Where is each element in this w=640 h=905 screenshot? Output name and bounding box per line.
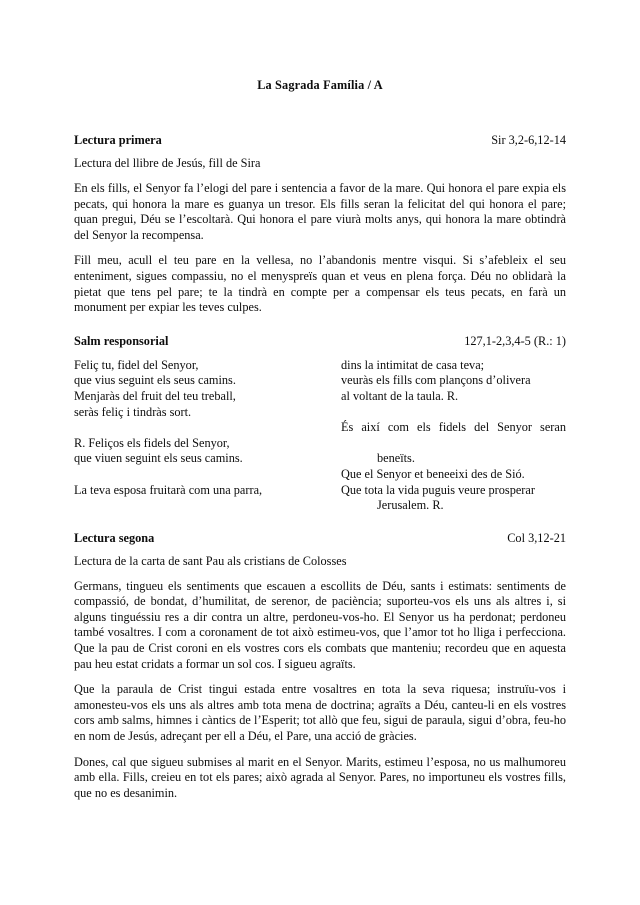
psalm-stanza [74, 436, 341, 467]
psalm-verse-line: beneïts. [377, 451, 415, 466]
first-reading-label: Lectura primera [74, 133, 162, 147]
psalm-verse-line: dins la intimitat de casa teva; [341, 357, 485, 372]
second-reading-paragraph: Germans, tingueu els sentiments que escauen a escollits de Déu, sants i estimats: sentiments de compassió, de bondat, d’humilitat, de serenor, de paciència; suporteu-vos els uns als altres i, si alguns tinguéssiu res a dir contra un altre, perdoneu-vos-ho. El Senyor us ha perdonat; perdoneu també vosaltres. I com a coronament de tot això estimeu-vos, que l’amor tot ho lliga i perfecciona. Que la pau de Crist coroni en els vostres cors els combats que manteniu; recordeu que en aquesta pau heu estat cridats a formar un sol cos. I sigueu agraïts. [74, 578, 566, 671]
psalm-verse-line: que vius seguint els seus camins. [74, 373, 236, 388]
second-reading-section [74, 514, 566, 802]
psalm-right-column [341, 358, 566, 514]
psalm-stanza [341, 420, 566, 514]
psalm-section [74, 316, 566, 514]
psalm-left-column [74, 358, 341, 514]
first-reading-paragraph: Fill meu, acull el teu pare en la vellesa, no l’abandonis mentre visqui. Si s’afebleix el seu enteniment, sigues compassiu, no el menyspreïs quan et veus en plena força. Déu no oblidarà la pietat que tens pel pare; te la tindrà en compte per a compensar els teus pecats, en farà un monument per expiar les teves culpes. [74, 253, 566, 315]
document-content [74, 0, 566, 801]
psalm-verse-line: Menjaràs del fruit del teu treball, [74, 388, 236, 403]
psalm-columns [74, 349, 566, 514]
psalm-verse-line: Que el Senyor et beneeixi des de Sió. [341, 466, 525, 481]
first-reading-reference: Sir 3,2-6,12-14 [491, 133, 566, 147]
psalm-heading [74, 334, 566, 349]
psalm-verse-line: La teva esposa fruitarà com una parra, [74, 482, 263, 497]
second-reading-subtitle: Lectura de la carta de sant Pau als cristians de Colosses [74, 553, 347, 568]
first-reading-paragraph: En els fills, el Senyor fa l’elogi del pare i sentencia a favor de la mare. Qui honora el pare expia els pecats, qui honora la mare es guanya un tresor. Els fills seran la felicitat del qui honora el pare; quan pregui, Déu se l’escoltarà. Qui honora el pare viurà molts anys, qui honora la mare obtindrà del Senyor la recompensa. [74, 181, 566, 242]
psalm-verse-line: És així com els fidels del Senyor seran [341, 420, 566, 435]
second-reading-heading [74, 531, 566, 546]
second-reading-reference: Col 3,12-21 [507, 530, 566, 545]
psalm-label: Salm responsorial [74, 333, 169, 348]
second-reading-paragraph: Que la paraula de Crist tingui estada entre vosaltres en tota la seva riquesa; instruïu-vos i amonesteu-vos els uns als altres amb tota mena de doctrina; agraïts a Déu, canteu-li en els vostres cors amb salms, himnes i càntics de l’Esperit; tot allò que feu, sigui de paraula, sigui d’obra, feu-ho en nom de Jesús, adreçant per ell a Déu, el Pare, una acció de gràcies. [74, 682, 566, 744]
first-reading-subtitle: Lectura del llibre de Jesús, fill de Sira [74, 156, 261, 170]
psalm-verse-line: al voltant de la taula. R. [341, 388, 459, 403]
page-title: La Sagrada Família / A [257, 78, 383, 92]
first-reading-heading [74, 133, 566, 148]
second-reading-label: Lectura segona [74, 530, 155, 545]
psalm-verse-line: Jerusalem. R. [377, 498, 444, 513]
psalm-stanza [74, 483, 341, 499]
psalm-stanza [74, 358, 341, 420]
psalm-verse-line: que viuen seguint els seus camins. [74, 451, 243, 466]
psalm-reference: 127,1-2,3,4-5 (R.: 1) [464, 333, 566, 348]
psalm-stanza [341, 358, 566, 405]
second-reading-paragraph: Dones, cal que sigueu submises al marit en el Senyor. Marits, estimeu l’esposa, no us malhumoreu amb ella. Fills, creieu en tot els pares; això agrada al Senyor. Pares, no importuneu els vostres fills, que no es desanimin. [74, 754, 566, 800]
psalm-verse-line: Feliç tu, fidel del Senyor, [74, 357, 199, 372]
psalm-verse-line: veuràs els fills com plançons d’olivera [341, 373, 531, 388]
psalm-verse-line: seràs feliç i tindràs sort. [74, 404, 192, 419]
psalm-verse-line: R. Feliços els fidels del Senyor, [74, 435, 230, 450]
psalm-verse-line: Que tota la vida puguis veure prosperar [341, 482, 535, 497]
first-reading-section [74, 93, 566, 316]
